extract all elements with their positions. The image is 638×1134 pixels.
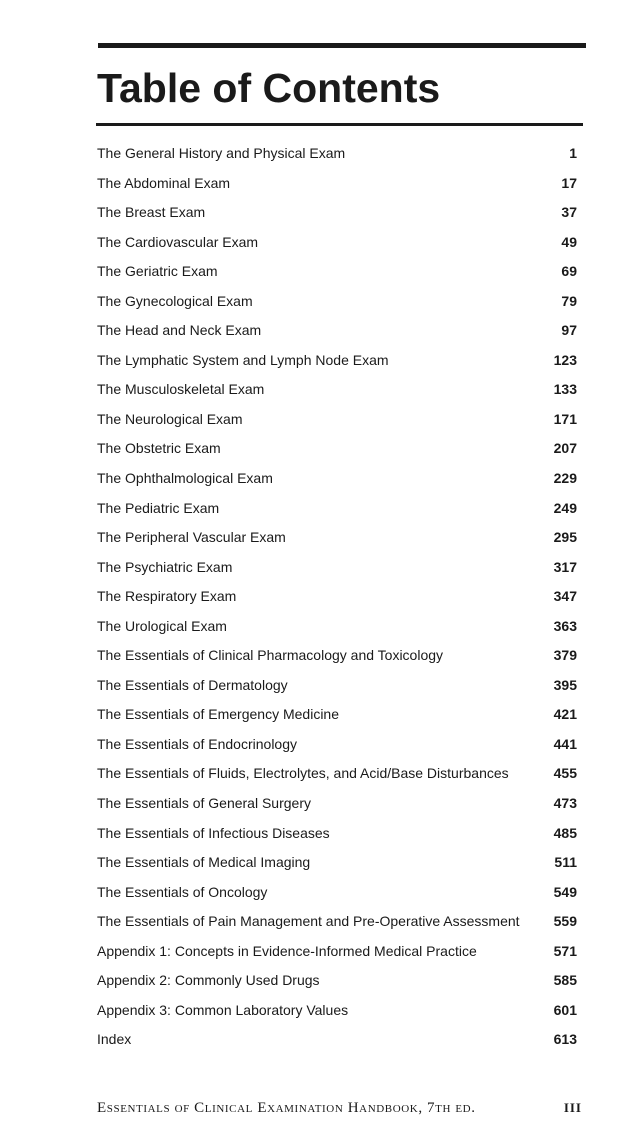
toc-entry[interactable] (97, 139, 577, 169)
toc-entry-title: Appendix 1: Concepts in Evidence-Informed Medical Practice (97, 942, 477, 959)
toc-entry-page-number: 229 (553, 470, 577, 487)
toc-entry[interactable] (97, 198, 577, 228)
toc-entry[interactable] (97, 641, 577, 671)
toc-entry-title: The Essentials of Fluids, Electrolytes, and Acid/Base Disturbances (97, 765, 509, 782)
toc-entry-title: The Urological Exam (97, 617, 227, 634)
toc-entry-title: The Essentials of Clinical Pharmacology and Toxicology (97, 647, 444, 664)
toc-entry-page-number: 601 (553, 1001, 577, 1018)
toc-entry-title: The Musculoskeletal Exam (97, 381, 265, 398)
toc-entry[interactable] (97, 671, 577, 701)
running-footer (97, 1100, 584, 1117)
toc-entry-page-number: 347 (553, 588, 577, 605)
toc-entry[interactable] (97, 434, 577, 464)
toc-entry[interactable] (97, 819, 577, 849)
toc-entry-title: The Ophthalmological Exam (97, 470, 273, 487)
toc-entry-page-number: 207 (553, 440, 577, 457)
top-rule (98, 43, 586, 48)
toc-entry-title: The Neurological Exam (97, 410, 243, 427)
toc-entry-title: Index (97, 1031, 132, 1048)
title-underline-rule (96, 123, 583, 126)
toc-entry-page-number: 613 (553, 1031, 577, 1048)
toc-entry-page-number: 69 (561, 263, 577, 280)
toc-entry[interactable] (97, 228, 577, 258)
toc-entry[interactable] (97, 405, 577, 435)
toc-entry[interactable] (97, 257, 577, 287)
toc-entry-page-number: 421 (553, 706, 577, 723)
toc-entry-title: Appendix 3: Common Laboratory Values (97, 1001, 349, 1018)
toc-entry-page-number: 455 (553, 765, 577, 782)
toc-entry[interactable] (97, 1025, 577, 1055)
footer-book-title: Essentials of Clinical Examination Handbook, 7th ed. (97, 1100, 476, 1116)
toc-entry[interactable] (97, 966, 577, 996)
toc-entry-title: The Essentials of Dermatology (97, 676, 288, 693)
toc-entry-title: The Head and Neck Exam (97, 322, 262, 339)
toc-entry[interactable] (97, 287, 577, 317)
toc-entry-page-number: 317 (553, 558, 577, 575)
toc-entry[interactable] (97, 612, 577, 642)
toc-entry[interactable] (97, 464, 577, 494)
toc-entry-page-number: 249 (553, 499, 577, 516)
toc-entry[interactable] (97, 996, 577, 1026)
toc-entry-page-number: 123 (553, 351, 577, 368)
toc-entry-title: The Obstetric Exam (97, 440, 221, 457)
toc-entry-title: The Essentials of Endocrinology (97, 735, 297, 752)
toc-entry[interactable] (97, 878, 577, 908)
toc-entry[interactable] (97, 730, 577, 760)
toc-entry-title: The Geriatric Exam (97, 263, 218, 280)
toc-entry-title: The General History and Physical Exam (97, 145, 346, 161)
toc-entry-page-number: 473 (553, 795, 577, 812)
toc-entry-title: The Peripheral Vascular Exam (97, 529, 286, 546)
footer-page-number: III (563, 1100, 582, 1115)
toc-entry[interactable] (97, 789, 577, 819)
toc-entry-page-number: 295 (553, 529, 577, 546)
toc-entry[interactable] (97, 316, 577, 346)
toc-entry-title: The Lymphatic System and Lymph Node Exam (97, 351, 389, 368)
toc-entry-page-number: 17 (561, 174, 577, 191)
toc-entry-page-number: 1 (569, 145, 577, 161)
toc-entry[interactable] (97, 937, 577, 967)
toc-entry[interactable] (97, 700, 577, 730)
toc-entry-page-number: 559 (553, 913, 577, 930)
toc-entry-page-number: 511 (554, 854, 577, 871)
toc-entry-title: The Essentials of Oncology (97, 883, 268, 900)
toc-entry-title: The Respiratory Exam (97, 588, 237, 605)
toc-entry[interactable] (97, 907, 577, 937)
toc-entry-title: The Essentials of General Surgery (97, 795, 311, 812)
toc-entry-page-number: 171 (553, 410, 577, 427)
toc-entry-title: The Essentials of Medical Imaging (97, 854, 311, 871)
toc-entry-page-number: 379 (553, 647, 577, 664)
toc-entry[interactable] (97, 494, 577, 524)
toc-entry-title: The Essentials of Pain Management and Pre-Operative Assessment (97, 913, 520, 930)
toc-entry-page-number: 49 (561, 233, 577, 250)
toc-entry-title: The Gynecological Exam (97, 292, 253, 309)
toc-entry-page-number: 485 (553, 824, 577, 841)
toc-entry-title: The Pediatric Exam (97, 499, 220, 516)
toc-entry-page-number: 363 (553, 617, 577, 634)
toc-entry[interactable] (97, 523, 577, 553)
toc-entry[interactable] (97, 169, 577, 199)
toc-entry-title: The Essentials of Emergency Medicine (97, 706, 339, 723)
toc-entry[interactable] (97, 759, 577, 789)
table-of-contents-list (97, 139, 577, 1055)
toc-entry-title: The Essentials of Infectious Diseases (97, 824, 330, 841)
toc-entry-page-number: 395 (553, 676, 577, 693)
toc-entry-title: Appendix 2: Commonly Used Drugs (97, 972, 320, 989)
toc-entry-page-number: 585 (553, 972, 577, 989)
toc-entry-title: The Cardiovascular Exam (97, 233, 259, 250)
toc-entry[interactable] (97, 553, 577, 583)
toc-entry-page-number: 549 (553, 883, 577, 900)
toc-entry-page-number: 79 (561, 292, 577, 309)
toc-entry-title: The Breast Exam (97, 204, 206, 221)
toc-entry-title: The Abdominal Exam (97, 174, 231, 191)
page-title: Table of Contents (97, 65, 441, 111)
toc-entry-title: The Psychiatric Exam (97, 558, 233, 575)
toc-entry-page-number: 441 (553, 735, 577, 752)
toc-entry[interactable] (97, 346, 577, 376)
toc-entry[interactable] (97, 848, 577, 878)
toc-entry-page-number: 97 (561, 322, 577, 339)
toc-entry[interactable] (97, 582, 577, 612)
toc-entry-page-number: 133 (553, 381, 577, 398)
toc-entry[interactable] (97, 375, 577, 405)
toc-entry-page-number: 37 (561, 204, 577, 221)
toc-entry-page-number: 571 (553, 942, 577, 959)
